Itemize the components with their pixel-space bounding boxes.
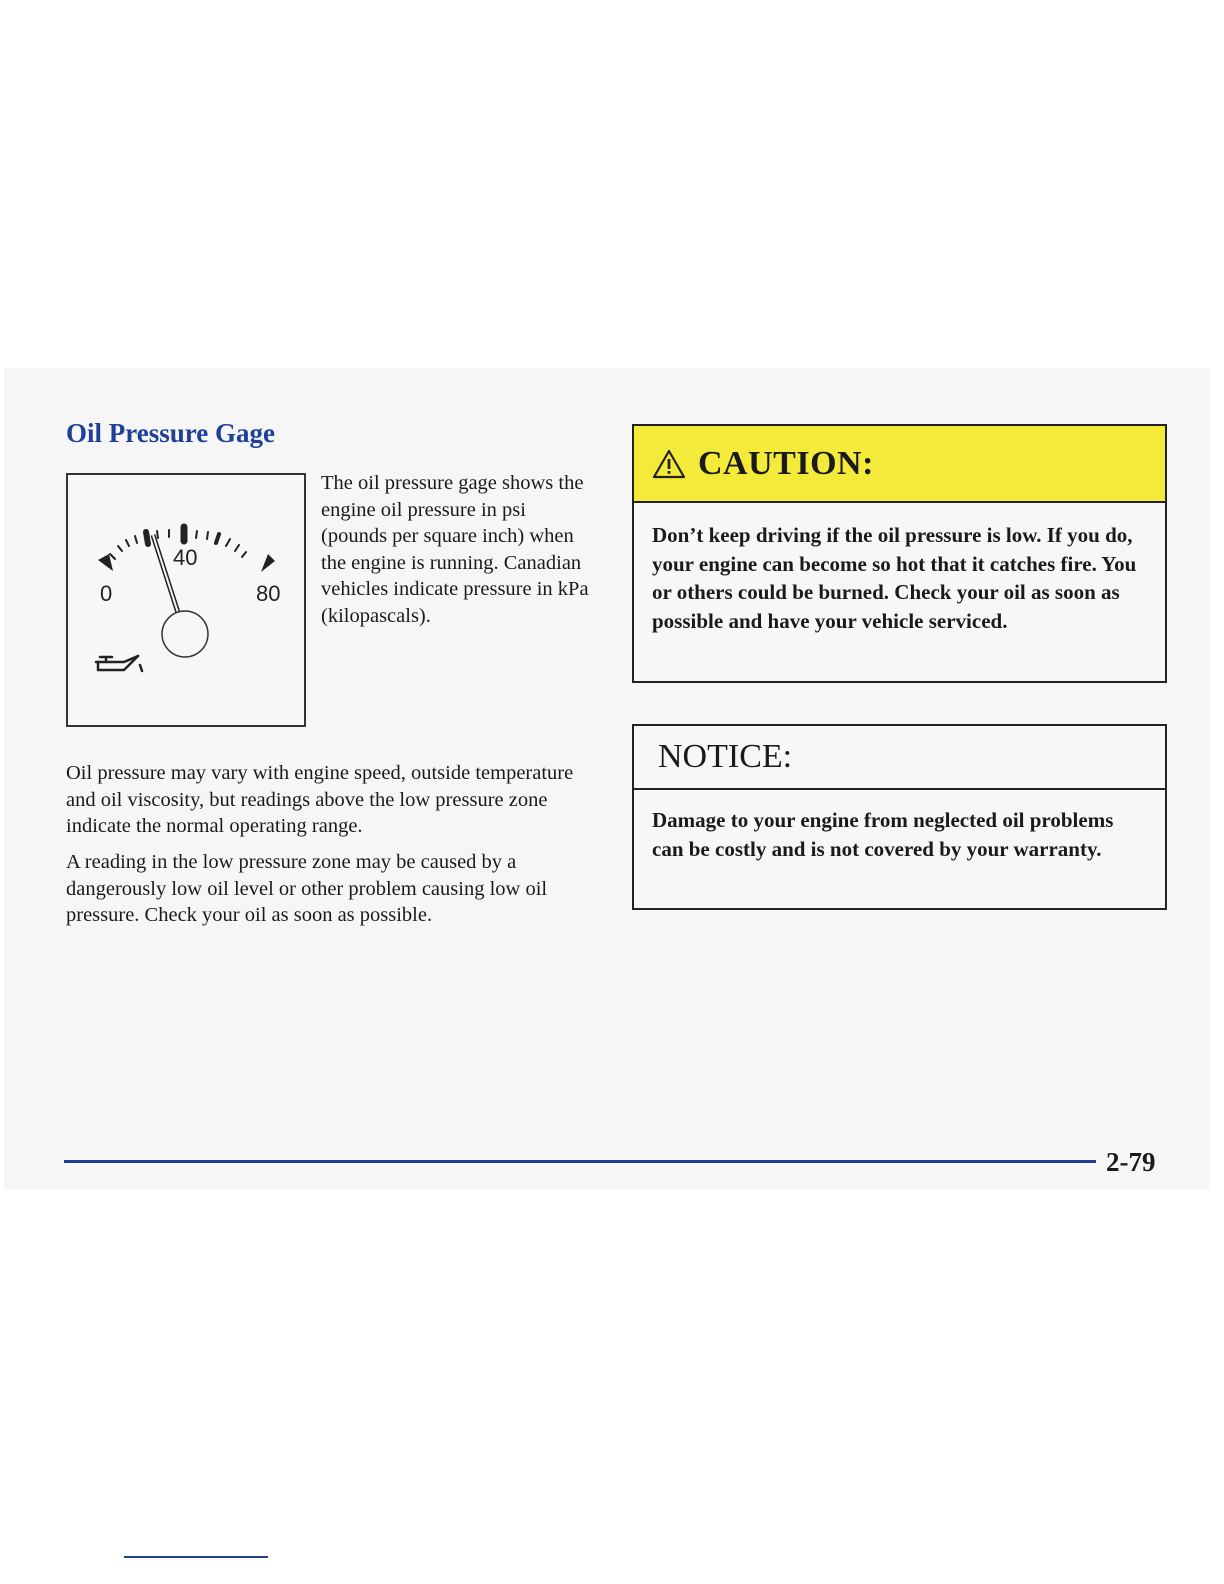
notice-box [632, 724, 1167, 910]
notice-text: Damage to your engine from neglected oil problems can be costly and is not covered by your warranty. [652, 808, 1114, 861]
footer-rule [64, 1160, 1096, 1163]
section-title: Oil Pressure Gage [66, 418, 275, 448]
oil-pressure-gauge [66, 473, 306, 727]
gauge-label-min: 0 [100, 581, 113, 606]
caution-header [634, 426, 1165, 503]
gauge-label-mid: 40 [173, 545, 198, 570]
gauge-graphic [68, 475, 304, 725]
gauge-low-marker [98, 554, 113, 571]
gauge-description: The oil pressure gage shows the engine oil pressure in psi (pounds per square inch) when the engine is running. Canadian vehicles indicate pressure in kPa (kilopascals). [321, 472, 589, 627]
oil-can-icon [96, 656, 142, 671]
warning-triangle-icon [652, 449, 686, 479]
caution-title: CAUTION: [698, 444, 874, 482]
notice-header [634, 726, 1165, 790]
bottom-divider [124, 1556, 268, 1558]
caution-text: Don’t keep driving if the oil pressure is low. If you do, your engine can become so hot that it catches fire. You or others could be burned. Check your oil as soon as possible and have your vehicle serviced. [652, 523, 1137, 633]
caution-box [632, 424, 1167, 683]
page-number: 2-79 [1106, 1147, 1156, 1177]
gauge-high-marker [261, 554, 275, 572]
gauge-needle-hub [162, 611, 208, 657]
notice-title: NOTICE: [658, 738, 793, 775]
gauge-label-max: 80 [256, 581, 281, 606]
paragraph-low-pressure: A reading in the low pressure zone may be caused by a dangerously low oil level or other problem causing low oil pressure. Check your oil as soon as possible. [66, 851, 548, 926]
paragraph-pressure-variation: Oil pressure may vary with engine speed, outside temperature and oil viscosity, but readings above the low pressure zone indicate the normal operating range. [66, 762, 574, 837]
